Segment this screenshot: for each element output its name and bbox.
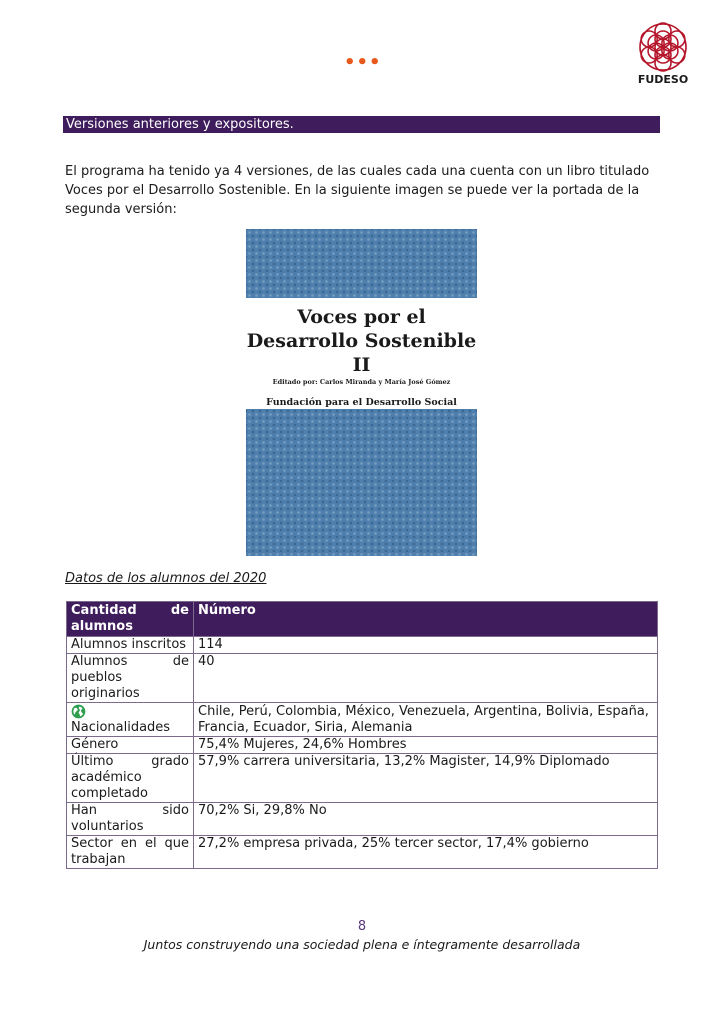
table-header-row	[67, 602, 658, 637]
row-value: 114	[194, 637, 658, 654]
row-label: Sector en el que trabajan	[67, 836, 194, 869]
footer-tagline: Juntos construyendo una sociedad plena e íntegramente desarrollada	[143, 937, 581, 952]
table-header-number: Número	[194, 602, 658, 637]
table-caption: Datos de los alumnos del 2020	[65, 571, 267, 586]
row-value: Chile, Perú, Colombia, México, Venezuela, Argentina, Bolivia, España, Francia, Ecuador, Siria, Alemania	[194, 703, 658, 737]
page-number: 8	[357, 919, 367, 934]
table-row	[67, 654, 658, 703]
intro-paragraph: El programa ha tenido ya 4 versiones, de las cuales cada una cuenta con un libro titulado Voces por el Desarrollo Sostenible. En la siguiente imagen se puede ver la portada de la segunda versión:	[65, 164, 650, 217]
row-label-cell	[67, 703, 194, 737]
logo-text: FUDESO	[637, 73, 689, 86]
table-row	[67, 703, 658, 737]
flower-of-life-icon	[638, 22, 688, 72]
book-cover-image	[246, 229, 477, 556]
table-row	[67, 737, 658, 754]
row-label: Han sido voluntarios	[67, 803, 194, 836]
book-cover-editors: Editado por: Carlos Miranda y María José Gómez	[272, 378, 451, 386]
section-heading: Versiones anteriores y expositores.	[63, 116, 660, 133]
table-row	[67, 754, 658, 803]
book-cover-title-line1: Voces por el	[297, 306, 426, 328]
row-label: Alumnos de pueblos originarios	[67, 654, 194, 703]
table-row	[67, 637, 658, 654]
book-cover-title-line2: Desarrollo Sostenible II	[246, 330, 477, 376]
row-value: 70,2% Si, 29,8% No	[194, 803, 658, 836]
table-row	[67, 836, 658, 869]
decorative-dots: •••	[344, 52, 382, 73]
globe-icon	[71, 704, 86, 719]
book-cover-foundation: Fundación para el Desarrollo Social	[266, 397, 457, 408]
row-label: Género	[67, 737, 194, 754]
globe-icon-wrap	[71, 704, 189, 720]
row-value: 27,2% empresa privada, 25% tercer sector, 17,4% gobierno	[194, 836, 658, 869]
students-data-table	[66, 601, 658, 869]
row-label: Último grado académico completado	[67, 754, 194, 803]
row-value: 75,4% Mujeres, 24,6% Hombres	[194, 737, 658, 754]
fudeso-logo	[634, 22, 692, 86]
row-label: Alumnos inscritos	[67, 637, 194, 654]
row-value: 40	[194, 654, 658, 703]
table-header-quantity: Cantidad de alumnos	[67, 602, 194, 637]
row-label: Nacionalidades	[71, 720, 171, 735]
book-cover-title-band	[246, 298, 477, 409]
table-row	[67, 803, 658, 836]
row-value: 57,9% carrera universitaria, 13,2% Magister, 14,9% Diplomado	[194, 754, 658, 803]
